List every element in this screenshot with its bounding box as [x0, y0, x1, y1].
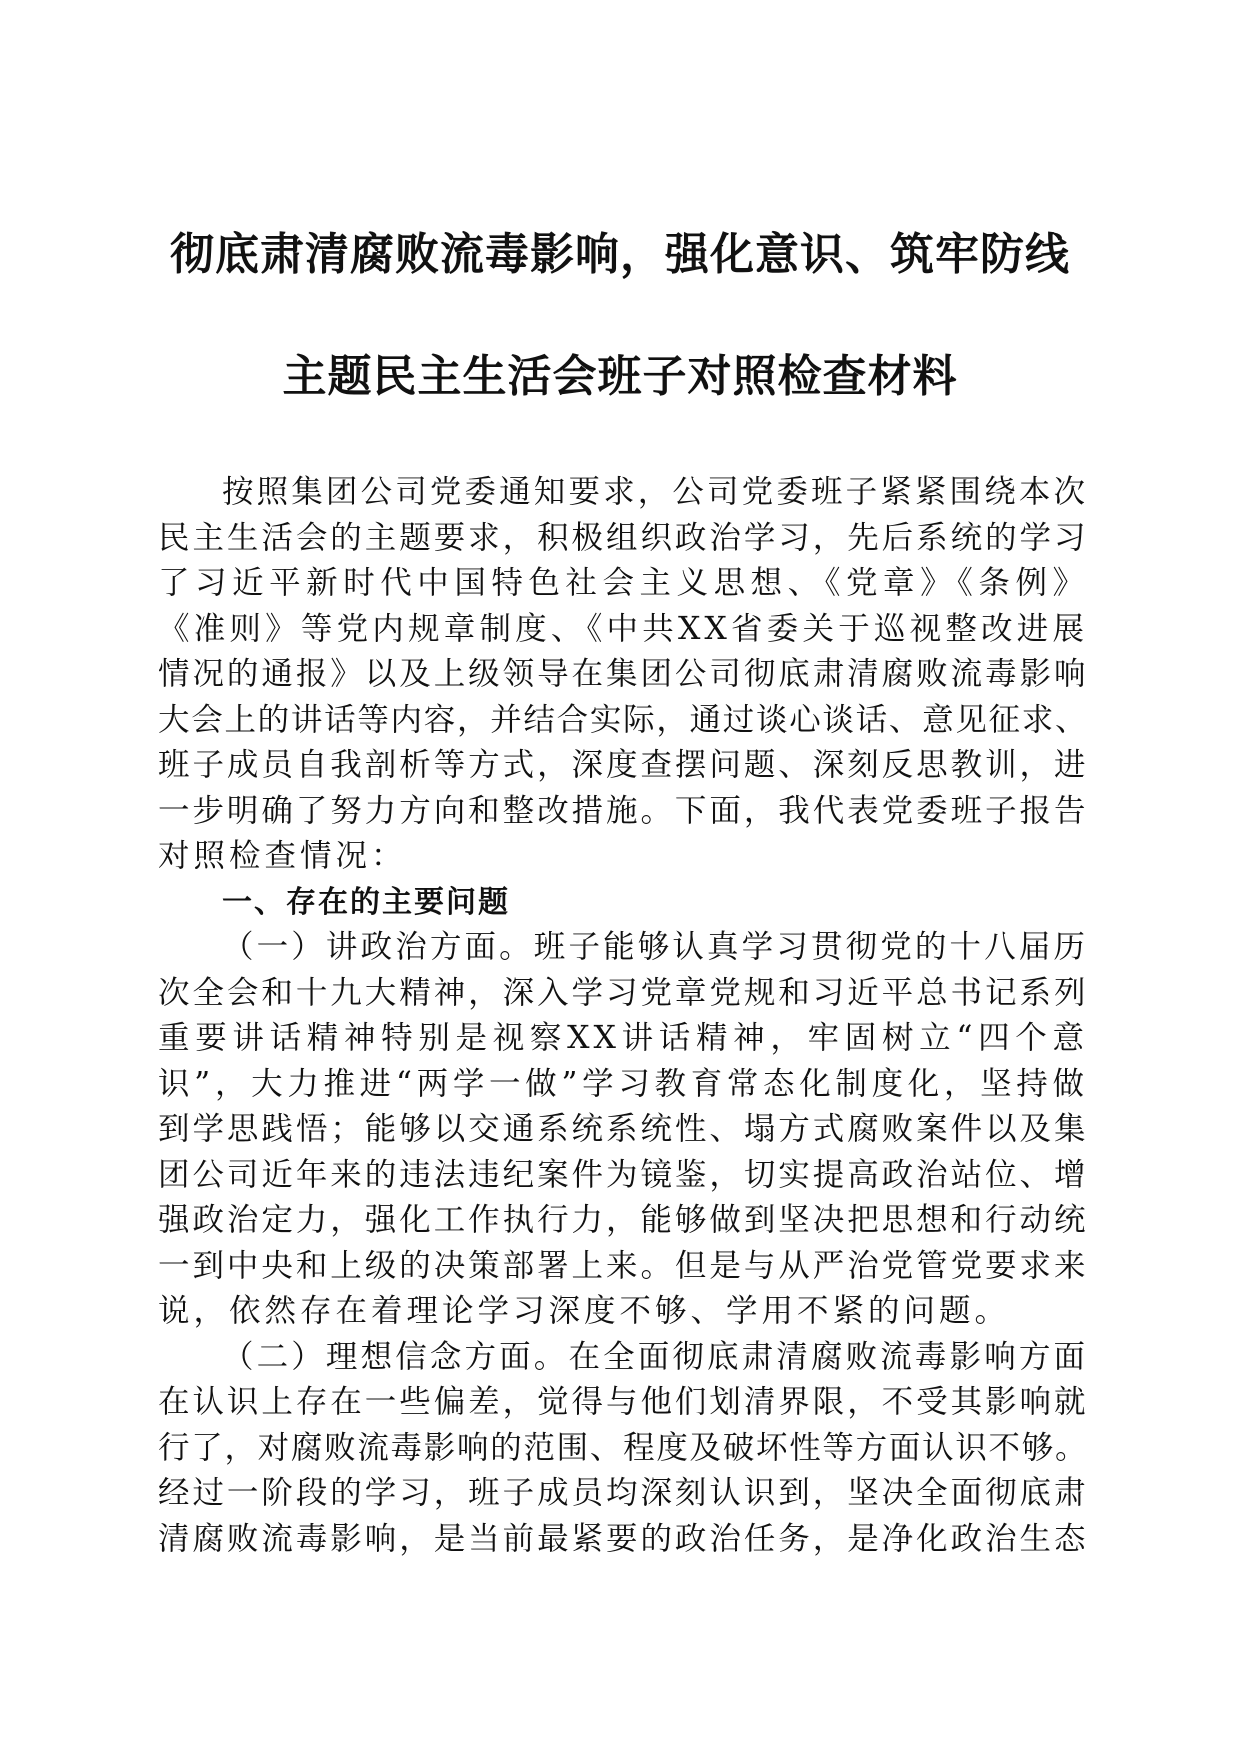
text-line: 强政治定力，强化工作执行力，能够做到坚决把思想和行动统: [158, 1202, 1088, 1238]
text-line: 一到中央和上级的决策部署上来。但是与从严治党管党要求来: [158, 1247, 1088, 1284]
text-line: 说，依然存在着理论学习深度不够、学用不紧的问题。: [158, 1293, 1011, 1329]
text-line: 识”，大力推进“两学一做”学习教育常态化制度化，坚持做: [158, 1065, 1088, 1102]
text-line: 《准则》等党内规章制度、《中共XX省委关于巡视整改进展: [158, 610, 1088, 647]
text-line: 班子成员自我剖析等方式，深度查摆问题、深刻反思教训，进: [158, 747, 1088, 783]
text-line: 一步明确了努力方向和整改措施。下面，我代表党委班子报告: [158, 792, 1088, 829]
text-line: 大会上的讲话等内容，并结合实际，通过谈心谈话、意见征求、: [158, 701, 1088, 738]
paragraph-intro: [158, 470, 1088, 880]
text-line: （一）讲政治方面。班子能够认真学习贯彻党的十八届历: [222, 929, 1088, 965]
text-line: 行了，对腐败流毒影响的范围、程度及破坏性等方面认识不够。: [158, 1429, 1088, 1466]
text-line: 团公司近年来的违法违纪案件为镜鉴，切实提高政治站位、增: [158, 1156, 1088, 1193]
text-line: 经过一阶段的学习，班子成员均深刻认识到，坚决全面彻底肃: [158, 1475, 1088, 1511]
document-title-line-2: 主题民主生活会班子对照检查材料: [282, 351, 958, 402]
paragraph-ideals: [158, 1335, 1088, 1563]
document-body: [158, 470, 1088, 1562]
text-line: 在认识上存在一些偏差，觉得与他们划清界限，不受其影响就: [158, 1384, 1088, 1420]
text-line: 对照检查情况：: [158, 838, 407, 874]
section-heading: 一、存在的主要问题: [222, 884, 510, 920]
text-line: 到学思践悟；能够以交通系统系统性、塌方式腐败案件以及集: [158, 1111, 1088, 1147]
text-line: 民主生活会的主题要求，积极组织政治学习，先后系统的学习: [158, 519, 1088, 556]
text-line: 情况的通报》以及上级领导在集团公司彻底肃清腐败流毒影响: [158, 656, 1088, 692]
paragraph-politics: [158, 925, 1088, 1335]
text-line: 次全会和十九大精神，深入学习党章党规和习近平总书记系列: [158, 974, 1088, 1011]
text-line: 重要讲话精神特别是视察XX讲话精神，牢固树立“四个意: [158, 1020, 1088, 1056]
document-title-line-1: 彻底肃清腐败流毒影响，强化意识、筑牢防线: [170, 229, 1070, 280]
text-line: 清腐败流毒影响，是当前最紧要的政治任务，是净化政治生态: [158, 1520, 1088, 1557]
text-line: 了习近平新时代中国特色社会主义思想、《党章》《条例》: [158, 565, 1088, 601]
text-line: 按照集团公司党委通知要求，公司党委班子紧紧围绕本次: [222, 474, 1088, 510]
text-line: （二）理想信念方面。在全面彻底肃清腐败流毒影响方面: [222, 1338, 1088, 1375]
